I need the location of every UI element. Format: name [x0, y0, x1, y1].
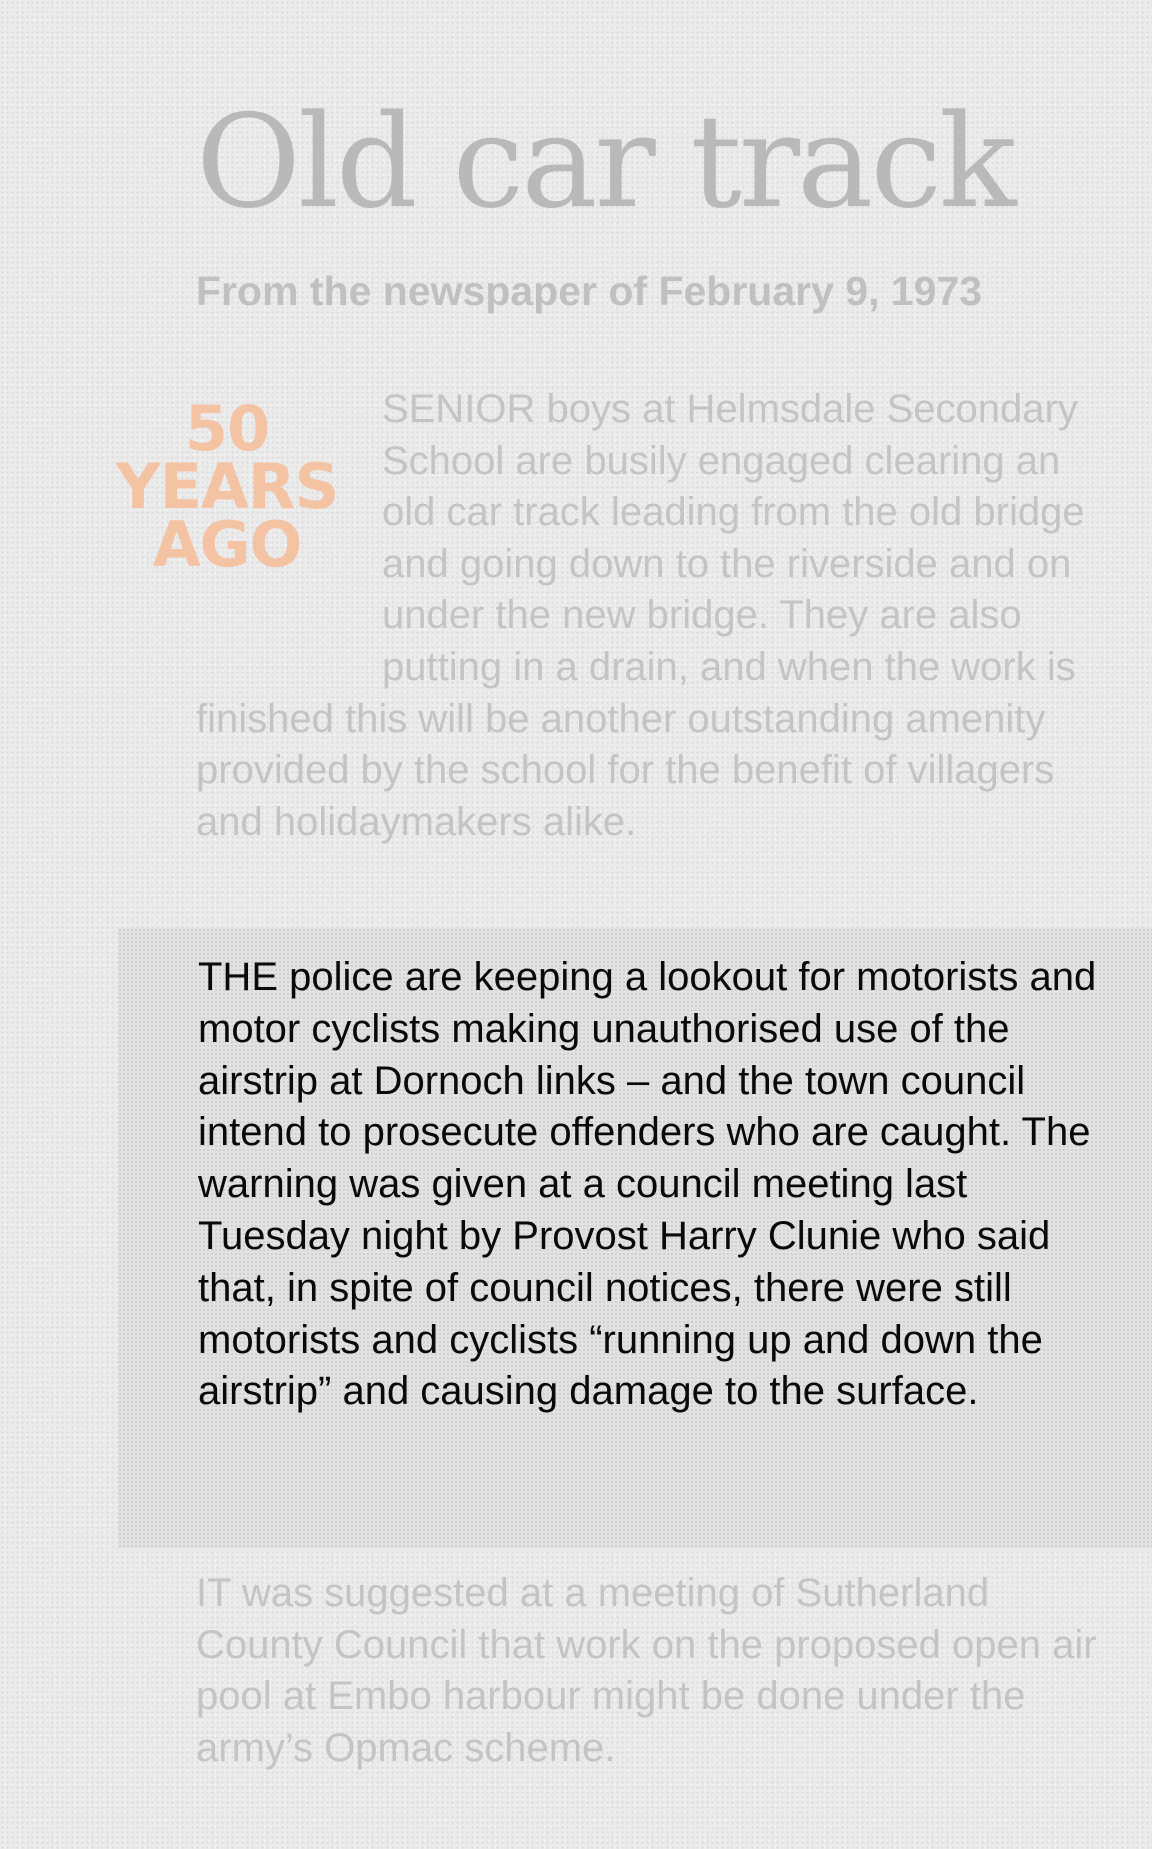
dateline: From the newspaper of February 9, 1973: [196, 268, 983, 314]
badge-wrap-space: [196, 384, 382, 686]
story-helmsdale-text: SENIOR boys at Helmsdale Secondary School are busily engaged clearing an old car track leading from the old bridge and going down to the riverside and on under the new bridge. They are also putting in a drain, and when the work is finished this will be another outstanding amenity provided by the school for the benefit of villagers and holidaymakers alike.: [196, 387, 1085, 844]
story-dornoch-text: THE police are keeping a lookout for motorists and motor cyclists making unauthorised use of the airstrip at Dornoch links – and the town council intend to prosecute offenders who are caught. The warning was given at a council meeting last Tuesday night by Provost Harry Clunie who said that, in spite of council notices, there were still motorists and cyclists “running up and down the airstrip” and causing damage to the surface.: [198, 955, 1097, 1414]
story-embo-pool: [196, 1568, 1116, 1774]
badge-line-years: YEARS: [115, 450, 339, 523]
badge-line-ago: AGO: [152, 508, 302, 581]
headline: Old car track: [196, 88, 1014, 237]
story-dornoch-airstrip: [198, 952, 1098, 1418]
badge-line-number: 50: [184, 392, 270, 465]
story-helmsdale: [196, 384, 1116, 848]
story-embo-text: IT was suggested at a meeting of Sutherland County Council that work on the proposed open air pool at Embo harbour might be done under the army’s Opmac scheme.: [196, 1571, 1097, 1770]
